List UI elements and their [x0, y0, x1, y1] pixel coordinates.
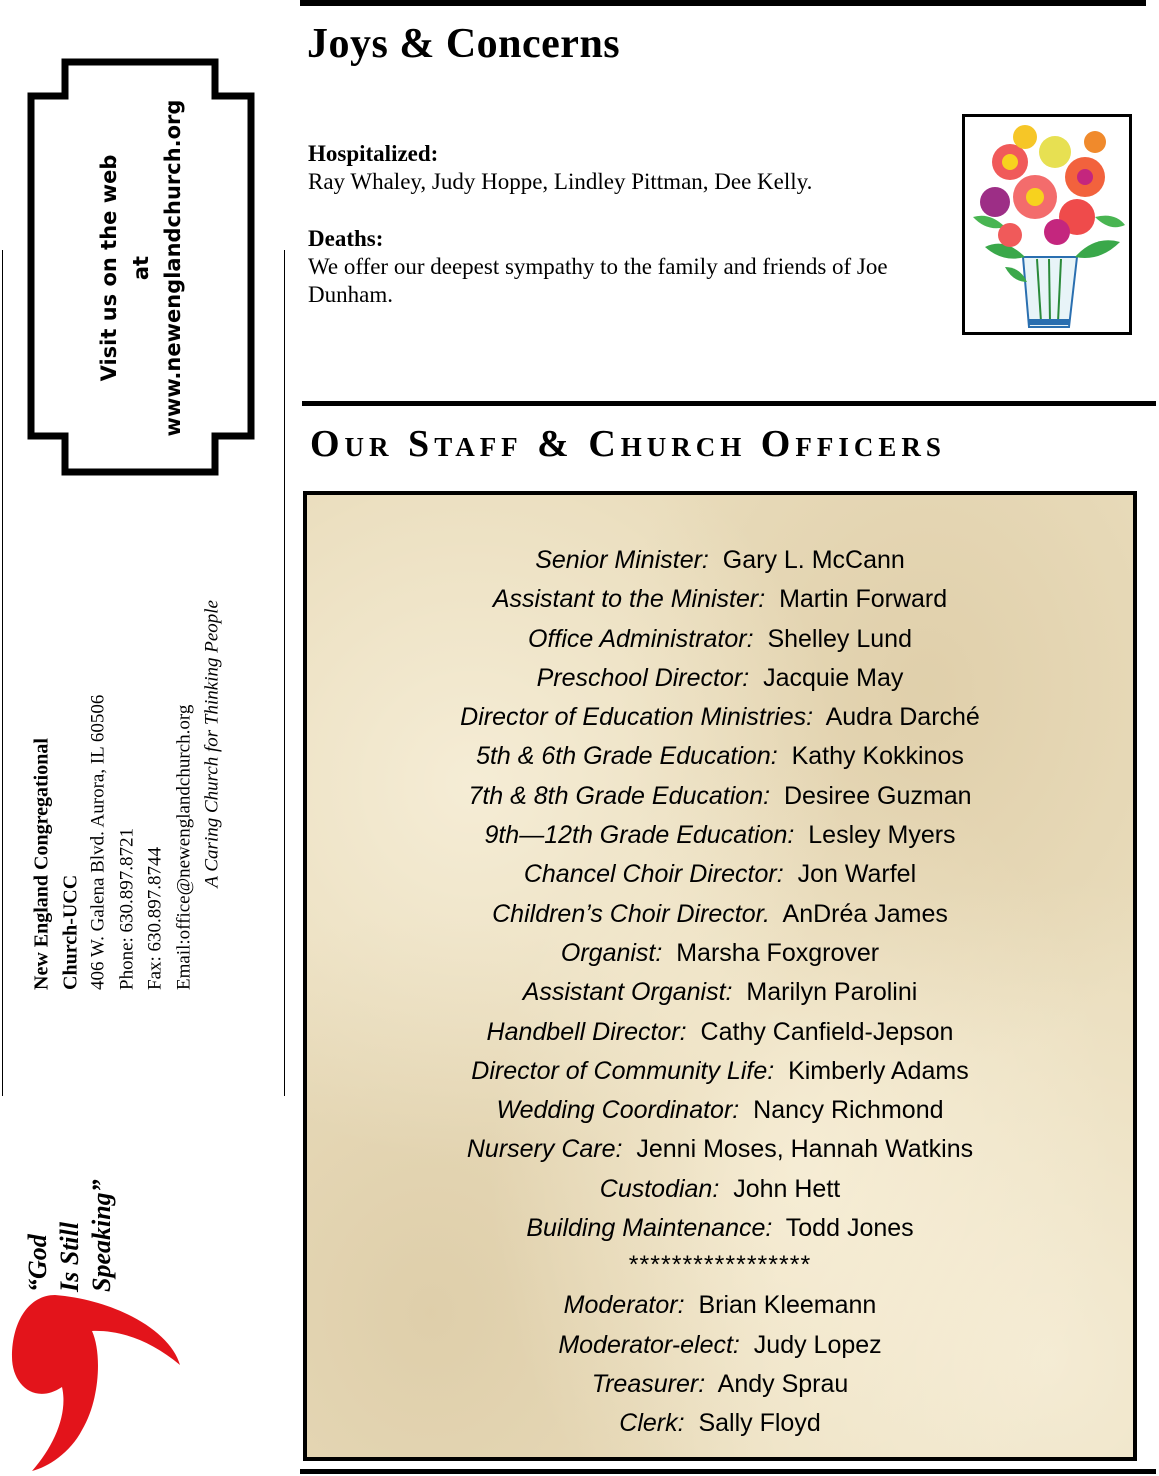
staff-name: Jacquie May — [763, 663, 904, 692]
staff-name: Jenni Moses, Hannah Watkins — [636, 1135, 974, 1164]
slogan-line-3: Speaking” — [87, 1179, 116, 1292]
staff-line — [307, 1052, 1133, 1091]
staff-name: Kimberly Adams — [788, 1056, 969, 1085]
staff-name: Martin Forward — [779, 585, 948, 614]
staff-name: Marilyn Parolini — [746, 978, 918, 1007]
joys-body — [308, 140, 918, 338]
hospitalized-label: Hospitalized: — [308, 141, 439, 166]
staff-role: Handbell Director: — [486, 1017, 687, 1046]
staff-name: Todd Jones — [785, 1214, 914, 1243]
officer-line — [307, 1365, 1133, 1404]
staff-role: 9th—12th Grade Education: — [484, 821, 795, 850]
staff-name: Shelley Lund — [767, 624, 912, 653]
staff-role: Director of Education Ministries: — [460, 703, 814, 732]
web-box-text — [93, 58, 189, 478]
church-email: Email:office@newenglandchurch.org — [172, 704, 194, 990]
staff-role: Custodian: — [599, 1174, 720, 1203]
deaths-section — [308, 225, 918, 309]
staff-line — [307, 855, 1133, 894]
staff-role: Director of Community Life: — [471, 1056, 775, 1085]
staff-name: Lesley Myers — [808, 821, 956, 850]
staff-line — [307, 1130, 1133, 1169]
staff-line — [307, 580, 1133, 619]
hospitalized-section — [308, 140, 918, 196]
officer-role: Treasurer: — [591, 1369, 706, 1398]
staff-line — [307, 777, 1133, 816]
flower-bouquet-image — [962, 114, 1132, 335]
officer-role: Moderator-elect: — [558, 1330, 740, 1359]
staff-role: Assistant to the Minister: — [492, 585, 766, 614]
web-line-1: Visit us on the web — [97, 154, 121, 382]
top-rule — [300, 0, 1146, 6]
officer-role: Moderator: — [563, 1291, 685, 1320]
staff-role: Wedding Coordinator: — [496, 1096, 740, 1125]
officer-line — [307, 1404, 1133, 1443]
staff-role: Building Maintenance: — [526, 1214, 773, 1243]
church-fax: Fax: 630.897.8744 — [144, 846, 166, 990]
staff-name: Desiree Guzman — [783, 781, 972, 810]
staff-line — [307, 620, 1133, 659]
staff-line — [307, 1170, 1133, 1209]
staff-separator: ***************** — [628, 1251, 812, 1280]
church-tagline: A Caring Church for Thinking People — [201, 600, 223, 888]
staff-name: Cathy Canfield-Jepson — [700, 1017, 954, 1046]
staff-role: Preschool Director: — [536, 663, 750, 692]
staff-line — [307, 1209, 1133, 1248]
staff-role: Assistant Organist: — [522, 978, 733, 1007]
church-street-address: 406 W. Galena Blvd. Aurora, IL 60506 — [87, 694, 109, 990]
staff-box — [303, 491, 1137, 1461]
church-name-1: New England Congregational — [30, 738, 53, 990]
staff-role: Office Administrator: — [528, 624, 754, 653]
staff-role: Nursery Care: — [466, 1135, 623, 1164]
web-line-2: at — [129, 255, 153, 281]
staff-line — [307, 934, 1133, 973]
staff-role: Organist: — [560, 938, 663, 967]
officer-role: Clerk: — [619, 1409, 685, 1438]
staff-name: AnDréa James — [782, 899, 948, 928]
left-divider — [2, 250, 3, 1096]
staff-name: John Hett — [733, 1174, 841, 1203]
officer-name: Sally Floyd — [698, 1409, 821, 1438]
slogan-line-2: Is Still — [55, 1221, 84, 1292]
section-rule — [302, 401, 1156, 406]
joys-title: Joys & Concerns — [307, 21, 621, 67]
web-url: www.newenglandchurch.org — [161, 99, 185, 437]
officer-name: Brian Kleemann — [698, 1291, 877, 1320]
staff-name: Audra Darché — [825, 703, 980, 732]
staff-name: Kathy Kokkinos — [791, 742, 964, 771]
staff-line — [307, 816, 1133, 855]
staff-line — [307, 541, 1133, 580]
officer-name: Andy Sprau — [717, 1369, 849, 1398]
officer-line — [307, 1286, 1133, 1325]
deaths-label: Deaths: — [308, 226, 384, 251]
officer-line — [307, 1326, 1133, 1365]
slogan-line-1: “God — [23, 1234, 52, 1292]
staff-name: Nancy Richmond — [753, 1096, 944, 1125]
staff-line — [307, 737, 1133, 776]
flower-bouquet-icon — [965, 117, 1129, 332]
bottom-rule — [300, 1469, 1156, 1474]
right-divider — [284, 250, 285, 1096]
staff-role: Children’s Choir Director. — [492, 899, 770, 928]
church-name-2: Church-UCC — [58, 874, 81, 990]
slogan — [22, 1152, 118, 1292]
staff-title: Our Staff & Church Officers — [310, 423, 946, 465]
staff-role: 5th & 6th Grade Education: — [476, 742, 778, 771]
staff-line — [307, 973, 1133, 1012]
staff-role: Senior Minister: — [535, 546, 709, 574]
staff-name: Gary L. McCann — [722, 546, 905, 574]
church-address-block — [27, 600, 227, 990]
staff-line — [307, 895, 1133, 934]
deaths-text: We offer our deepest sympathy to the family and friends of Joe Dunham. — [308, 254, 888, 307]
officer-name: Judy Lopez — [753, 1330, 882, 1359]
hospitalized-text: Ray Whaley, Judy Hoppe, Lindley Pittman, Dee Kelly. — [308, 169, 813, 194]
ucc-comma-logo-icon — [10, 1295, 185, 1475]
staff-line — [307, 1091, 1133, 1130]
staff-role: Chancel Choir Director: — [523, 860, 784, 889]
church-phone: Phone: 630.897.8721 — [115, 827, 137, 990]
staff-list — [307, 541, 1133, 1444]
staff-name: Marsha Foxgrover — [676, 938, 880, 967]
staff-role: 7th & 8th Grade Education: — [468, 781, 771, 810]
staff-name: Jon Warfel — [797, 860, 917, 889]
staff-line — [307, 1013, 1133, 1052]
staff-line — [307, 698, 1133, 737]
staff-line — [307, 659, 1133, 698]
